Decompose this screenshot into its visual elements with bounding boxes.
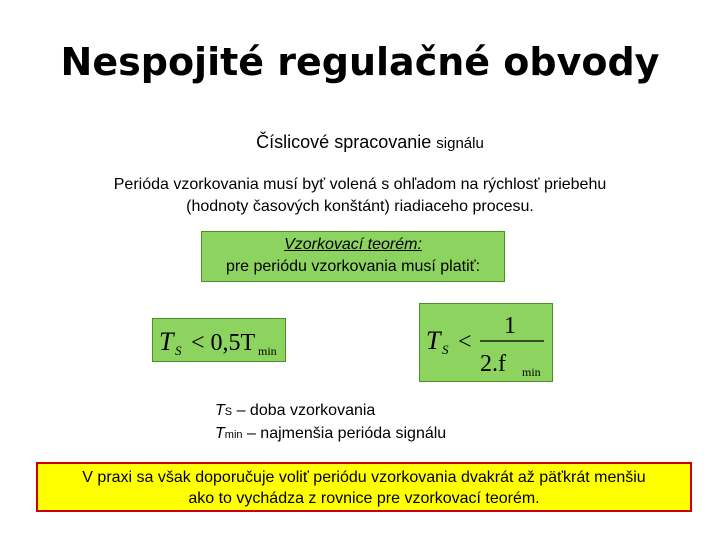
formula-2-denominator: 2.f bbox=[480, 351, 506, 377]
formula-2-lhs-sub: S bbox=[442, 342, 449, 357]
legend-sub: min bbox=[224, 429, 243, 441]
note-box bbox=[36, 462, 692, 512]
formula-2-numerator: 1 bbox=[504, 313, 516, 339]
subtitle bbox=[0, 132, 720, 153]
legend-symbol: T bbox=[215, 425, 225, 442]
theorem-title: Vzorkovací teorém: bbox=[284, 236, 422, 253]
formula-1-op: < 0,5T bbox=[191, 330, 256, 356]
subtitle-small: signálu bbox=[436, 135, 484, 152]
intro-line-2: (hodnoty časových konštánt) riadiaceho procesu. bbox=[186, 198, 534, 215]
formula-1-lhs: T bbox=[159, 327, 174, 356]
formula-1-rhs-sub: min bbox=[258, 344, 277, 358]
formula-2-box bbox=[419, 303, 553, 382]
legend-text: – doba vzorkovania bbox=[232, 402, 376, 419]
intro-paragraph bbox=[0, 174, 720, 218]
legend-text: – najmenšia perióda signálu bbox=[242, 425, 447, 442]
legend-symbol: T bbox=[215, 402, 225, 419]
formula-2 bbox=[420, 304, 552, 381]
legend-item bbox=[215, 423, 446, 446]
theorem-text: pre periódu vzorkovania musí platiť: bbox=[225, 258, 481, 275]
subtitle-main: Číslicové spracovanie bbox=[256, 132, 432, 152]
formula-1-lhs-sub: S bbox=[175, 343, 182, 358]
intro-line-1: Perióda vzorkovania musí byť volená s ohľadom na rýchlosť priebehu bbox=[113, 176, 607, 193]
note-line-1: V praxi sa však doporučuje voliť periódu vzorkovania dvakrát až päťkrát menšiu bbox=[82, 469, 646, 486]
legend-sub: S bbox=[224, 406, 233, 418]
formula-2-lhs: T bbox=[426, 326, 441, 355]
formula-1-box bbox=[152, 318, 286, 362]
theorem-box bbox=[201, 231, 505, 282]
formula-2-op: < bbox=[458, 329, 472, 355]
formula-1 bbox=[153, 319, 285, 361]
page-title: Nespojité regulačné obvody bbox=[60, 40, 660, 84]
note-line-2: ako to vychádza z rovnice pre vzorkovací teorém. bbox=[188, 490, 540, 507]
formula-2-den-sub: min bbox=[522, 365, 541, 379]
legend-item bbox=[215, 400, 446, 423]
legend bbox=[215, 400, 446, 446]
